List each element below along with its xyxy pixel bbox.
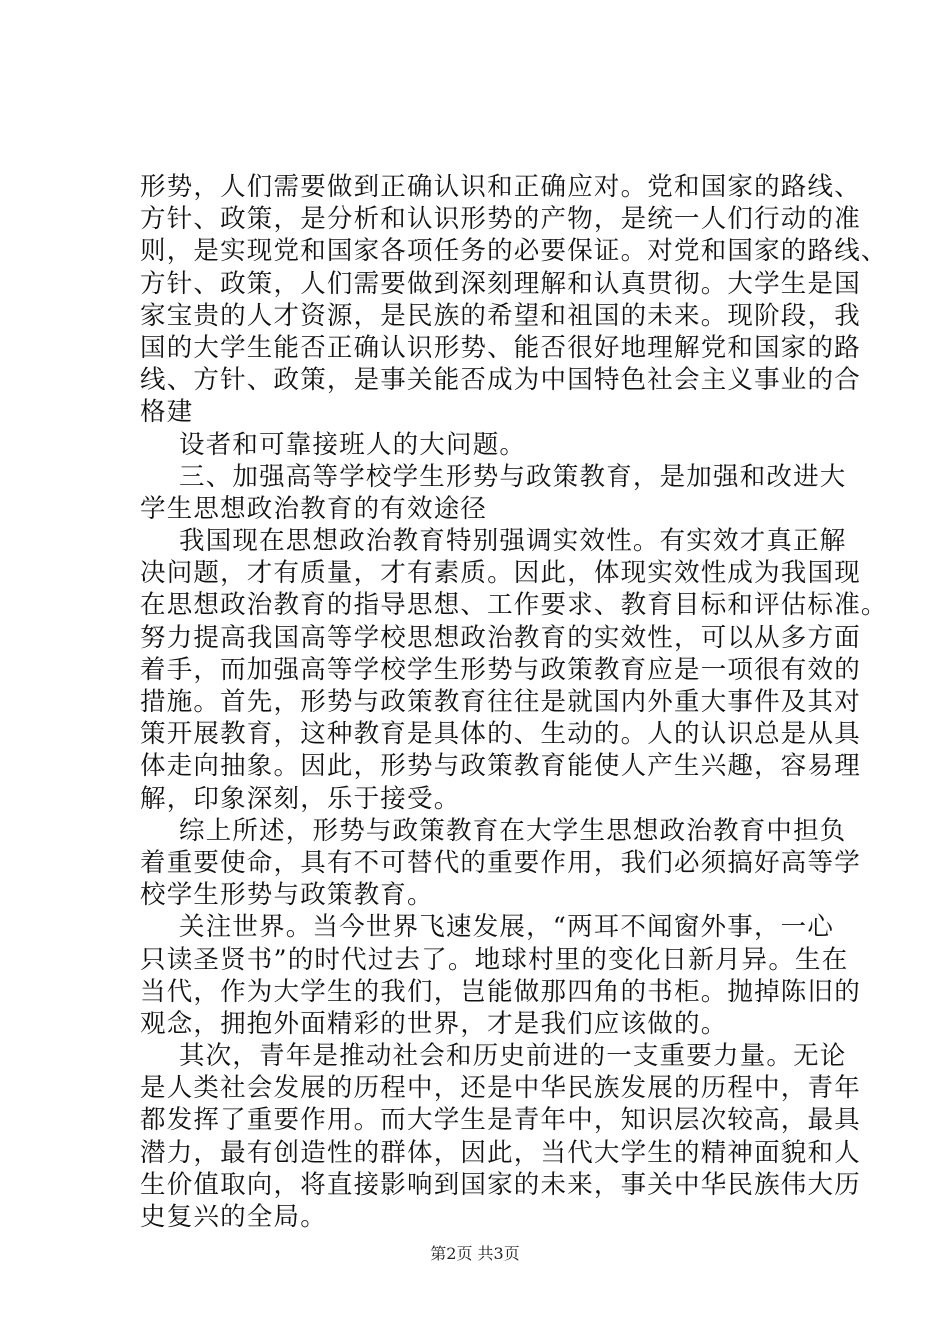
text-line: 着重要使命，具有不可替代的重要作用，我们必须搞好高等学 (140, 847, 861, 878)
text-line: 国的大学生能否正确认识形势、能否很好地理解党和国家的路 (140, 332, 861, 363)
text-line: 决问题，才有质量，才有素质。因此，体现实效性成为我国现 (140, 558, 861, 589)
text-line: 则，是实现党和国家各项任务的必要保证。对党和国家的路线、 (140, 236, 888, 267)
text-line: 都发挥了重要作用。而大学生是青年中，知识层次较高，最具 (140, 1105, 861, 1136)
text-line: 当代，作为大学生的我们，岂能做那四角的书柜。抛掉陈旧的 (140, 976, 861, 1007)
text-line: 着手，而加强高等学校学生形势与政策教育应是一项很有效的 (140, 654, 861, 685)
text-line: 生价值取向，将直接影响到国家的未来，事关中华民族伟大历 (140, 1169, 861, 1200)
text-line: 家宝贵的人才资源，是民族的希望和祖国的未来。现阶段，我 (140, 300, 861, 331)
text-line: 校学生形势与政策教育。 (140, 880, 434, 911)
text-line: 措施。首先，形势与政策教育往往是就国内外重大事件及其对 (140, 687, 861, 717)
text-line: 形势，人们需要做到正确认识和正确应对。党和国家的路线、 (140, 172, 861, 202)
text-line: 在思想政治教育的指导思想、工作要求、教育目标和评估标准。 (140, 590, 888, 621)
page-footer (0, 1244, 950, 1264)
document-body (140, 171, 888, 1233)
text-line: 我国现在思想政治教育特别强调实效性。有实效才真正解 (179, 526, 847, 557)
text-line: 方针、政策，是分析和认识形势的产物，是统一人们行动的准 (140, 204, 861, 235)
text-line: 线、方针、政策，是事关能否成为中国特色社会主义事业的合 (140, 365, 861, 396)
page-number-label: 第2页 共3页 (430, 1244, 520, 1263)
text-line: 方针、政策，人们需要做到深刻理解和认真贯彻。大学生是国 (140, 268, 861, 299)
text-line: 观念，拥抱外面精彩的世界，才是我们应该做的。 (140, 1008, 728, 1039)
section-heading-line: 三、加强高等学校学生形势与政策教育，是加强和改进大 (179, 461, 847, 492)
text-line: 史复兴的全局。 (140, 1202, 327, 1232)
text-line: 其次，青年是推动社会和历史前进的一支重要力量。无论 (179, 1041, 847, 1072)
text-line: 综上所述，形势与政策教育在大学生思想政治教育中担负 (179, 815, 847, 846)
text-line: 关注世界。当今世界飞速发展，“两耳不闻窗外事，一心 (179, 912, 835, 943)
text-line: 策开展教育，这种教育是具体的、生动的。人的认识总是从具 (140, 719, 861, 750)
text-line: 体走向抽象。因此，形势与政策教育能使人产生兴趣，容易理 (140, 751, 861, 782)
text-line: 努力提高我国高等学校思想政治教育的实效性，可以从多方面 (140, 622, 861, 653)
text-line: 是人类社会发展的历程中，还是中华民族发展的历程中，青年 (140, 1073, 861, 1104)
text-line: 设者和可靠接班人的大问题。 (179, 429, 527, 460)
section-heading-line: 学生思想政治教育的有效途径 (140, 493, 488, 524)
text-line: 潜力，最有创造性的群体，因此，当代大学生的精神面貌和人 (140, 1137, 861, 1168)
text-line: 格建 (140, 397, 194, 428)
text-line: 只读圣贤书”的时代过去了。地球村里的变化日新月异。生在 (140, 944, 849, 975)
text-line: 解，印象深刻，乐于接受。 (140, 783, 461, 814)
